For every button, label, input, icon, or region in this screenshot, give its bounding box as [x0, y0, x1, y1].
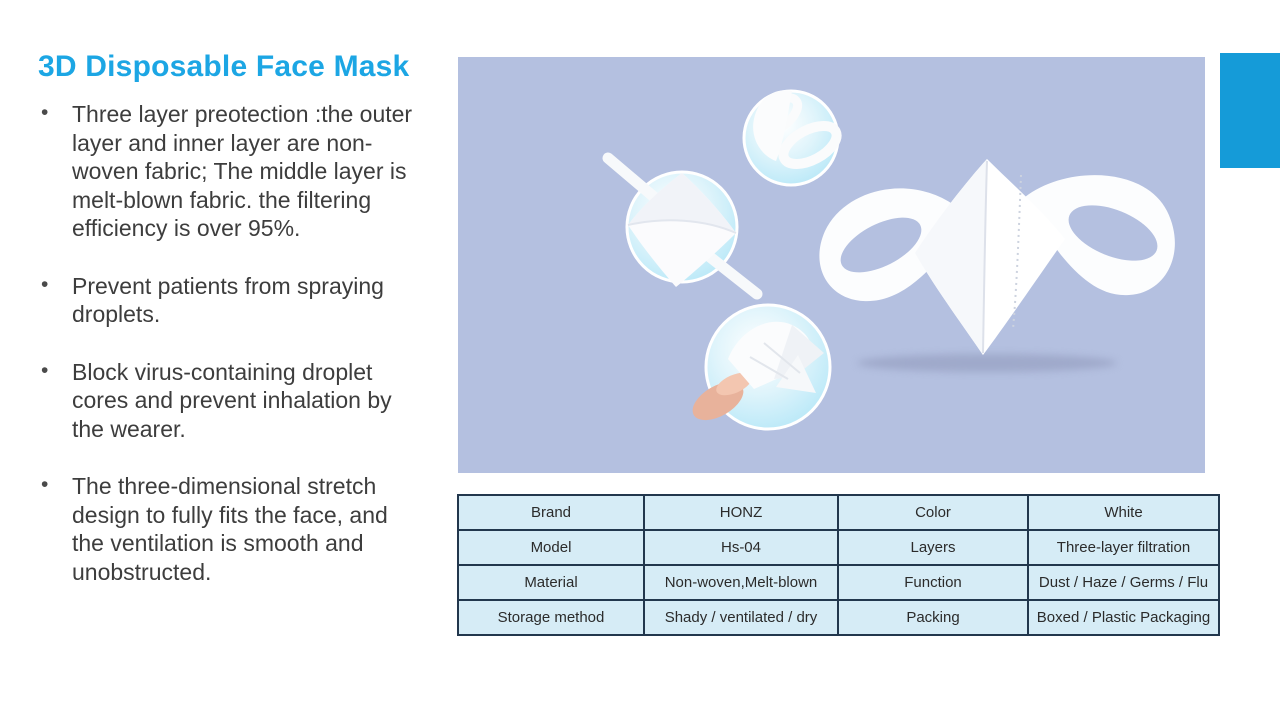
spec-value-cell: Hs-04 — [644, 530, 838, 565]
page-title: 3D Disposable Face Mask — [38, 50, 410, 83]
mask-side-view-thumbnail — [744, 90, 843, 185]
accent-rectangle — [1220, 53, 1280, 168]
spec-value-cell: Non-woven,Melt-blown — [644, 565, 838, 600]
bullet-item — [38, 472, 424, 586]
bullet-item — [38, 100, 424, 243]
bullet-item — [38, 358, 424, 444]
bullet-dot: • — [41, 358, 49, 382]
bullet-text: Prevent patients from spraying droplets. — [72, 272, 384, 327]
bullet-dot: • — [41, 473, 49, 496]
bullet-item — [38, 272, 424, 329]
bullet-text: Block virus-containing droplet cores and prevent inhalation by the wearer. — [72, 358, 392, 442]
product-photo-panel — [458, 57, 1205, 473]
spec-key-cell: Model — [458, 530, 644, 565]
spec-value-cell: Boxed / Plastic Packaging — [1028, 600, 1219, 635]
bullet-text: Three layer preotection :the outer layer and inner layer are non-woven fabric; The middle layer is melt-blown fabric. the filtering efficiency is over 95%. — [72, 101, 413, 241]
spec-table-wrap — [457, 494, 1218, 636]
table-row — [458, 495, 1219, 530]
large-3d-face-mask-photo — [819, 159, 1174, 372]
spec-value-cell: Three-layer filtration — [1028, 530, 1219, 565]
mask-photo-collage — [458, 57, 1205, 473]
spec-key-cell: Function — [838, 565, 1028, 600]
spec-key-cell: Layers — [838, 530, 1028, 565]
bullet-text: The three-dimensional stretch design to fully fits the face, and the ventilation is smooth and unobstructed. — [72, 473, 388, 585]
spec-key-cell: Packing — [838, 600, 1028, 635]
spec-key-cell: Color — [838, 495, 1028, 530]
spec-table — [457, 494, 1220, 636]
spec-value-cell: HONZ — [644, 495, 838, 530]
spec-value-cell: Dust / Haze / Germs / Flu — [1028, 565, 1219, 600]
spec-key-cell: Brand — [458, 495, 644, 530]
spec-value-cell: White — [1028, 495, 1219, 530]
bullet-dot: • — [41, 101, 49, 124]
spec-key-cell: Material — [458, 565, 644, 600]
table-row — [458, 600, 1219, 635]
hand-holding-folded-mask-thumbnail — [686, 305, 830, 429]
bullet-list — [38, 100, 438, 615]
table-row — [458, 530, 1219, 565]
spec-value-cell: Shady / ventilated / dry — [644, 600, 838, 635]
spec-key-cell: Storage method — [458, 600, 644, 635]
mask-folded-with-straps-thumbnail — [608, 158, 757, 294]
table-row — [458, 565, 1219, 600]
bullet-dot: • — [41, 272, 49, 296]
